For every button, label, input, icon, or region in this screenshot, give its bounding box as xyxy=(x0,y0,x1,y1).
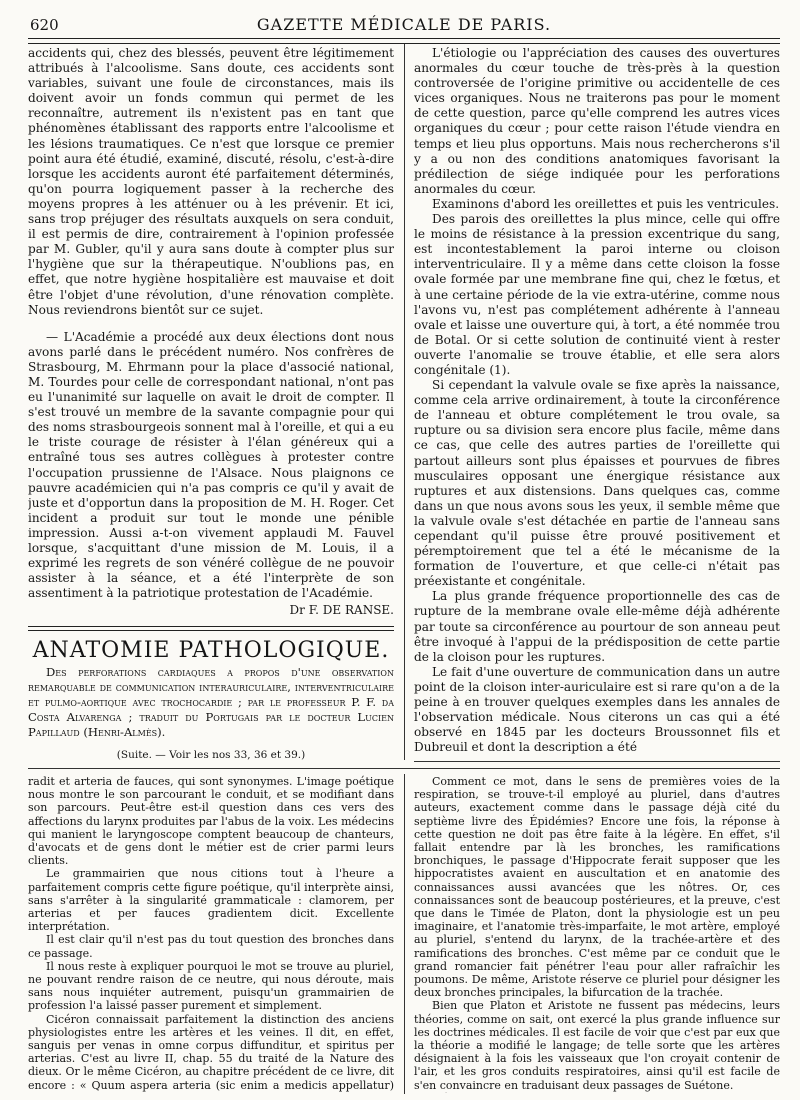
page-number: 620 xyxy=(30,16,59,34)
paragraph: L'étiologie ou l'appréciation des causes des ouvertures anormales du cœur touche de très-près à la question controversée de l'origine primitive ou accidentelle de ces vices organiques. Nous ne traiterons pas pour le moment de cette question, parce qu'elle comprend les autres vices organiques du cœur ; pour cette raison l'étude viendra en temps et lieu plus opportuns. Mais nous rechercherons s'il y a ou non des conditions anatomiques favorisant la prédilection de siége indiquée pour les perforations anormales du cœur. xyxy=(414,46,780,196)
paragraph: Si cependant la valvule ovale se fixe après la naissance, comme cela arrive ordinairement, à toute la circonférence de l'anneau et obture complétement le trou ovale, sa rupture ou sa division sera encore plus facile, même dans ce cas, que celle des autres parties de l'oreillette qui partout ailleurs sont plus épaisses et pourvues de fibres musculaires opposant une énergique résistance aux ruptures et aux distensions. Dans quelques cas, comme dans un que nous avons sous les yeux, il semble même que la valvule ovale s'est détachée en partie de l'anneau sans cependant qu'il puisse être prouvé positivement et péremptoirement que tel a été le mécanisme de la formation de l'ouverture, et que celle-ci n'était pas préexistante et congénitale. xyxy=(414,378,780,589)
page-header xyxy=(28,12,780,36)
column-divider xyxy=(404,774,405,1094)
section-title: ANATOMIE PATHOLOGIQUE. xyxy=(32,638,390,664)
paragraph: — L'Académie a procédé aux deux élections dont nous avons parlé dans le précédent numéro. Nos confrères de Strasbourg, M. Ehrmann pour la place d'associé national, M. Tourdes pour celle de correspondant national, n'ont pas eu l'unanimité sur laquelle on avait le droit de compter. Il s'est trouvé un membre de la savante compagnie pour qui des noms strasbourgeois sonnent mal à l'oreille, et qui a eu le triste courage de résister à l'élan généreux qui a entraîné tous ses autres collègues à protester contre l'occupation prussienne de l'Alsace. Nous plaignons ce pauvre académicien qui n'a pas compris ce qu'il y avait de juste et d'opportun dans la proposition de M. H. Roger. Cet incident a produit sur tout le monde une pénible impression. Aussi a-t-on vivement applaudi M. Fauvel lorsque, s'acquittant d'une mission de M. Louis, il a exprimé les regrets de son vénéré collègue de ne pouvoir assister à la séance, et a été l'interprète de son assentiment à la patriotique protestation de l'Académie. xyxy=(28,329,394,601)
paragraph: radit et arteria de fauces, qui sont synonymes. L'image poétique nous montre le son parcourant le conduit, et se modifiant dans son parcours. Peut-être est-il question dans ces vers des affections du larynx produites par l'abus de la voix. Les médecins qui manient le laryngoscope comptent beaucoup de chanteurs, d'avocats et de gens dont le métier est de crier parmi leurs clients. xyxy=(28,775,394,868)
top-right-column xyxy=(414,46,780,762)
paragraph: Le grammairien que nous citions tout à l'heure a parfaitement compris cette figure poétique, qu'il interprète ainsi, sans s'arrêter à la singularité grammaticale : clamorem, per arterias et per fauces gradientem dicit. Excellente interprétation. xyxy=(28,867,394,934)
section-rule xyxy=(28,626,394,631)
paragraph: Des parois des oreillettes la plus mince, celle qui offre le moins de résistance à la pression excentrique du sang, est incontestablement la paroi interne ou cloison interventriculaire. Il y a même dans cette cloison la fosse ovale formée par une membrane fine qui, chez le fœtus, et à une certaine période de la vie extra-utérine, comme nous l'avons vu, n'est pas complétement adhérente à l'anneau ovale et laisse une ouverture qui, à tort, a été nommée trou de Botal. Or si cette solution de continuité vient à rester ouverte l'anomalie se trouve établie, et elle sera alors congénitale (1). xyxy=(414,212,780,377)
paragraph: La plus grande fréquence proportionnelle des cas de rupture de la membrane ovale elle-même déjà adhérente par toute sa circonférence au pourtour de son anneau peut être invoqué à l'appui de la prédisposition de cette partie de la cloison pour les ruptures. xyxy=(414,589,780,664)
paragraph: Cicéron connaissait parfaitement la distinction des anciens physiologistes entre les artères et les veines. Il dit, en effet, sanguis per venas in omne corpus diffunditur, et spiritus per arterias. C'est au livre II, chap. 55 du traité de la Nature des dieux. Or le même Cicéron, au chapitre précédent de ce livre, dit encore : « Quum aspera arteria (sic enim a medicis appellatur) xyxy=(28,1012,394,1092)
top-left-column xyxy=(28,46,394,762)
paragraph: accidents qui, chez des blessés, peuvent être légitimement attribués à l'alcoolisme. Sans doute, ces accidents sont variables, suivant une foule de circonstances, mais ils doivent avoir un fonds commun qui permet de les reconnaître, autrement ils n'existent pas en tant que phénomènes établissant des rapports entre l'alcoolisme et les lésions traumatiques. Ce n'est que lorsque ce premier point aura été étudié, examiné, discuté, résolu, c'est-à-dire lorsque les accidents auront été parfaitement déterminés, qu'on pourra logiquement passer à la recherche des moyens propres à les atténuer ou à les prévenir. Et ici, sans trop préjuger des résultats auxquels on sera conduit, il est permis de dire, contrairement à l'opinion professée par M. Gubler, qu'il y aura sans doute à compter plus sur l'hygiène que sur la thérapeutique. N'oublions pas, en effet, que notre hygiène hospitalière est mauvaise et doit être l'objet d'une révolution, d'une rénovation complète. Nous reviendrons bientôt sur ce sujet. xyxy=(28,46,394,317)
bottom-left-column xyxy=(28,775,394,1093)
paragraph: Bien que Platon et Aristote ne fussent pas médecins, leurs théories, comme on sait, ont exercé la plus grande influence sur les doctrines médicales. Il est facile de voir que c'est par eux que la théorie a modifié le langage; de telle sorte que les artères désignaient à la fois les vaisseaux que l'on croyait contenir de l'air, et les gros conduits respiratoires, ainsi qu'il est facile de s'en convaincre en traduisant deux passages de Suétone. xyxy=(414,999,780,1092)
continuation-note: (Suite. — Voir les nos 33, 36 et 39.) xyxy=(116,748,306,761)
paragraph: Examinons d'abord les oreillettes et puis les ventricules. xyxy=(432,196,780,211)
bottom-right-column xyxy=(414,775,780,1093)
author-signature: Dr F. DE RANSE. xyxy=(289,603,394,618)
article-subtitle: Des perforations cardiaques a propos d'une observation remarquable de communication interauriculaire, interventriculaire et pulmo-aortique avec trochocardie ; par le professeur P. F. da Costa Alvarenga ; traduit du Portugais par le docteur Lucien Papillaud (Henri-Almès). xyxy=(28,664,394,739)
paragraph: Le fait d'une ouverture de communication dans un autre point de la cloison inter-auriculaire est si rare qu'on a de la peine à en trouver quelques exemples dans les annales de l'observation médicale. Nous citerons un cas qui a été observé en 1845 par les docteurs Broussonnet fils et Dubreuil et dont la description a été xyxy=(414,664,780,755)
paragraph: Comment ce mot, dans le sens de premières voies de la respiration, se trouve-t-il employé au pluriel, dans d'autres auteurs, exactement comme dans le passage déjà cité du septième livre des Épidémies? Encore une fois, la réponse à cette question ne doit pas être faite à la légère. En effet, s'il fallait entendre par là les bronches, les ramifications bronchiques, le passage d'Hippocrate ferait supposer que les hippocratistes avaient en auscultation et en anatomie des connaissances aussi avancées que les nôtres. Or, ces connaissances sont de beaucoup postérieures, et la preuve, c'est que dans le Timée de Platon, dont la physiologie est un peu imaginaire, et l'anatomie très-imparfaite, le mot artère, employé au pluriel, s'entend du larynx, de la trachée-artère et des ramifications des bronches. C'est même par ce conduit que le grand romancier fait pénétrer l'eau pour aller rafraîchir les poumons. De même, Aristote réserve ce pluriel pour désigner les deux bronches principales, la bifurcation de la trachée. xyxy=(414,775,780,1000)
column-divider xyxy=(404,44,405,760)
paragraph: Il est clair qu'il n'est pas du tout question des bronches dans ce passage. xyxy=(28,933,394,960)
paragraph: Il nous reste à expliquer pourquoi le mot se trouve au pluriel, ne pouvant rendre raison de ce neutre, qui nous déroute, mais sans nous inquiéter autrement, puisqu'un grammairien de profession l'a laissé passer purement et simplement. xyxy=(28,959,394,1013)
paragraph xyxy=(414,1092,780,1093)
footnote-rule xyxy=(414,761,780,762)
journal-title: GAZETTE MÉDICALE DE PARIS. xyxy=(256,15,552,34)
bottom-section-rule xyxy=(28,768,780,769)
